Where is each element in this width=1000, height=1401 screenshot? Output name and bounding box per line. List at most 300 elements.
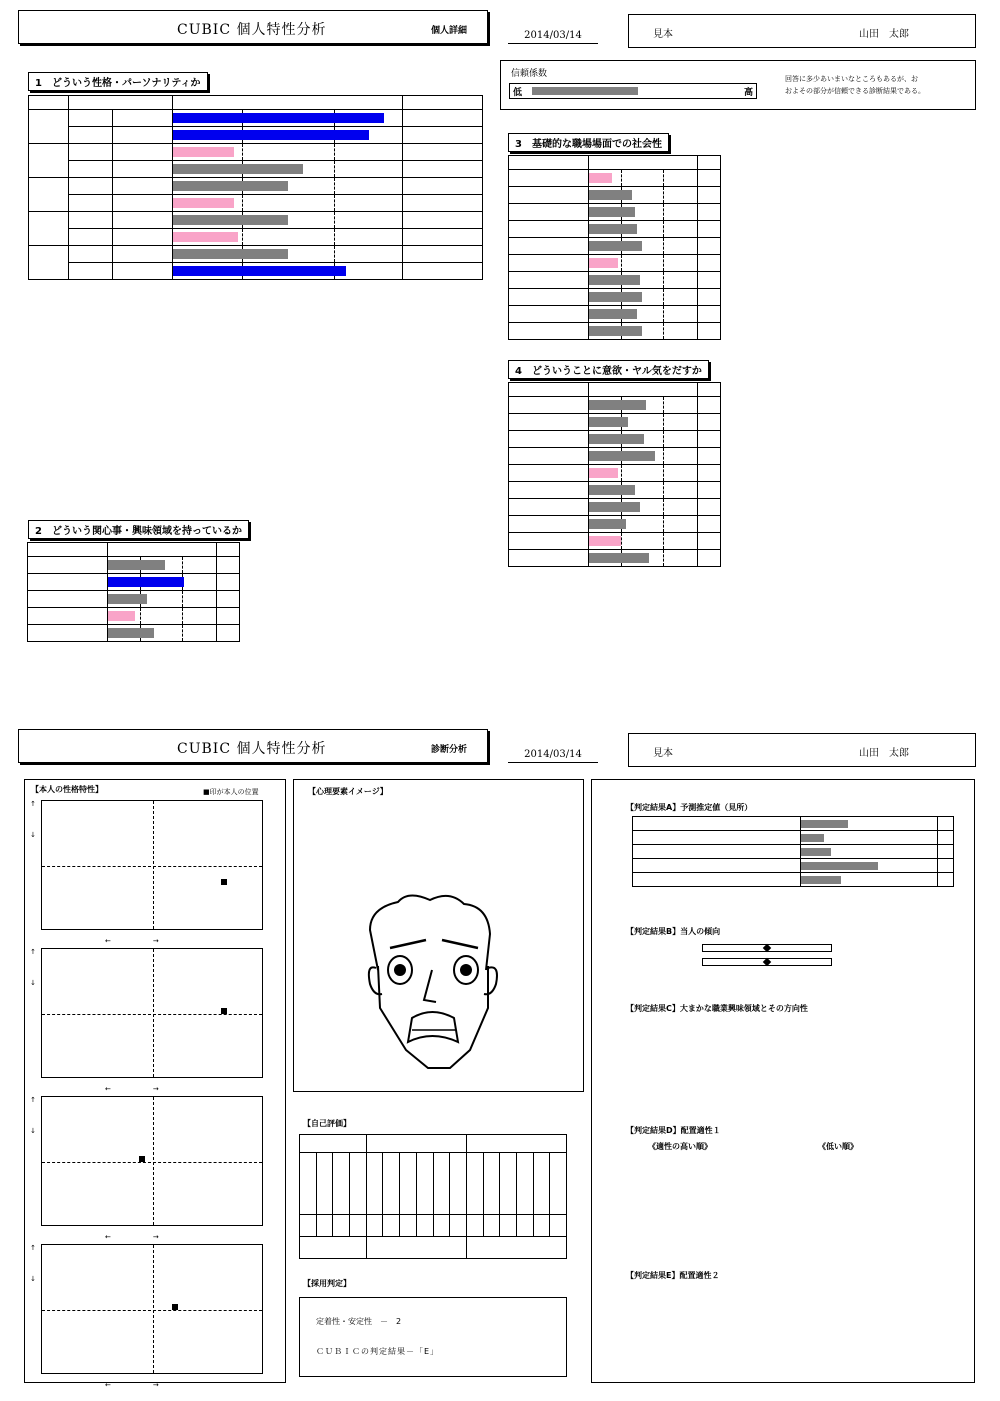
quad-vline <box>153 1097 154 1225</box>
quad-vlabel <box>28 1096 38 1136</box>
item-name <box>509 516 589 533</box>
resA-label <box>633 873 801 887</box>
eval-grade <box>516 1215 533 1237</box>
index-value <box>698 306 721 323</box>
index-value <box>217 608 240 625</box>
guide-line <box>242 195 243 211</box>
bar-cell <box>173 144 403 161</box>
index-value <box>698 448 721 465</box>
psych-panel <box>293 779 584 1092</box>
self-eval-table <box>299 1134 567 1259</box>
quad-hline <box>42 1014 262 1015</box>
sep <box>132 1381 146 1389</box>
guide-line <box>663 170 664 186</box>
resA-label <box>633 845 801 859</box>
guide-line <box>663 323 664 339</box>
up-arrow-icon: ↑ <box>30 948 36 956</box>
score-bar <box>108 628 154 638</box>
col-scale <box>173 96 403 110</box>
report-date-2: 2014/03/14 <box>508 749 598 763</box>
position-diamond <box>763 944 771 952</box>
group-header <box>300 1135 367 1153</box>
guide-line <box>182 625 183 641</box>
eval-item <box>383 1153 400 1215</box>
name-label-2: 見本 <box>653 748 673 759</box>
index-value <box>403 195 483 212</box>
guide-line <box>334 212 335 228</box>
col-index <box>698 383 721 397</box>
up-arrow-icon: ↑ <box>30 800 36 808</box>
guide-line <box>663 187 664 203</box>
eval-item <box>550 1153 567 1215</box>
table-row <box>29 127 483 144</box>
eval-item <box>450 1153 467 1215</box>
quad-hline <box>42 1310 262 1311</box>
resA-bar <box>801 862 878 870</box>
score-bar <box>173 266 346 276</box>
item-name <box>509 465 589 482</box>
face-illustration <box>350 890 520 1080</box>
quad-vlabel <box>28 1244 38 1284</box>
resA-bar <box>801 876 841 884</box>
eval-grade <box>383 1215 400 1237</box>
aspect-desc <box>113 195 173 212</box>
table-row <box>29 161 483 178</box>
eval-grade <box>333 1215 350 1237</box>
traits-legend: ■印が本人の位置 <box>203 788 259 796</box>
name-box-2 <box>628 733 976 767</box>
index-value <box>698 238 721 255</box>
bar-cell <box>108 625 217 642</box>
item-name <box>509 448 589 465</box>
table-row <box>29 178 483 195</box>
bar-cell <box>173 127 403 144</box>
eval-item <box>516 1153 533 1215</box>
resA-value <box>938 831 954 845</box>
index-value <box>698 170 721 187</box>
score-bar <box>589 326 642 336</box>
table-row <box>29 110 483 127</box>
resC-title: 【判定結果C】大まかな職業興味領域とその方向性 <box>626 1004 808 1013</box>
item-name <box>509 499 589 516</box>
trait-quadrant <box>41 800 263 930</box>
index-value <box>698 204 721 221</box>
resA-bar-cell <box>801 831 938 845</box>
score-bar <box>589 224 637 234</box>
motivation-table <box>508 382 721 567</box>
eval-grade <box>300 1215 317 1237</box>
score-bar <box>589 275 640 285</box>
resB-scale <box>702 958 832 966</box>
index-value <box>698 187 721 204</box>
table-row <box>509 465 721 482</box>
guide-line <box>182 557 183 573</box>
table-row <box>28 591 240 608</box>
right-arrow-icon: → <box>145 1085 159 1093</box>
eval-grade <box>500 1215 517 1237</box>
bar-cell <box>589 499 698 516</box>
reliability-note-1: 回答に多少あいまいなところもあるが、お <box>785 75 918 83</box>
index-value <box>698 482 721 499</box>
quad-vlabel <box>28 948 38 988</box>
resA-value <box>938 873 954 887</box>
personality-table <box>28 95 483 280</box>
table-row <box>509 170 721 187</box>
bar-cell <box>173 229 403 246</box>
item-name <box>509 431 589 448</box>
section2-title: 2 どういう関心事・興味領域を持っているか <box>28 520 249 539</box>
eval-grade <box>416 1215 433 1237</box>
score-bar <box>173 147 234 157</box>
trait-quadrant <box>41 1096 263 1226</box>
up-arrow-icon: ↑ <box>30 1244 36 1252</box>
table-row <box>28 608 240 625</box>
score-bar <box>589 468 617 478</box>
table-row <box>509 482 721 499</box>
aspect-desc <box>113 212 173 229</box>
bar-cell <box>173 212 403 229</box>
sep <box>132 937 146 945</box>
table-row <box>509 431 721 448</box>
person-name: 山田 太郎 <box>859 29 909 40</box>
table-row <box>28 625 240 642</box>
table-row <box>29 195 483 212</box>
table-row <box>28 574 240 591</box>
eval-item <box>400 1153 417 1215</box>
resA-table <box>632 816 954 887</box>
guide-line <box>663 397 664 413</box>
score-bar <box>173 164 303 174</box>
guide-line <box>621 255 622 271</box>
score-bar <box>173 232 238 242</box>
index-value <box>403 110 483 127</box>
index-value <box>403 178 483 195</box>
table-row <box>509 289 721 306</box>
bar-cell <box>589 289 698 306</box>
table-row <box>509 221 721 238</box>
eval-grade <box>483 1215 500 1237</box>
score-bar <box>589 536 621 546</box>
quad-hline <box>42 1162 262 1163</box>
table-row <box>509 238 721 255</box>
bar-cell <box>589 238 698 255</box>
score-bar <box>589 485 635 495</box>
hiring-line-1: 定着性・安定性 － 2 <box>316 1317 402 1326</box>
quad-hlabel <box>105 1380 159 1390</box>
sep <box>118 1085 132 1093</box>
guide-line <box>182 591 183 607</box>
right-arrow-icon: → <box>145 1233 159 1241</box>
bar-cell <box>589 414 698 431</box>
name-label: 見本 <box>653 29 673 40</box>
bar-cell <box>589 550 698 567</box>
resD-low-label: 《低い順》 <box>818 1142 858 1151</box>
shape-row <box>334 872 482 883</box>
col-index <box>217 543 240 557</box>
right-arrow-icon: → <box>145 1381 159 1389</box>
guide-line <box>334 144 335 160</box>
index-value <box>217 574 240 591</box>
index-value <box>217 557 240 574</box>
index-value <box>698 550 721 567</box>
score-bar <box>108 577 184 587</box>
resA-bar-cell <box>801 873 938 887</box>
traits-panel <box>24 779 286 1389</box>
table-row <box>509 255 721 272</box>
item-name <box>509 255 589 272</box>
col-type <box>29 96 69 110</box>
resB-scale <box>702 944 832 952</box>
aspect-name <box>69 127 113 144</box>
type-cell <box>29 246 69 280</box>
guide-line <box>663 306 664 322</box>
eval-item <box>500 1153 517 1215</box>
trait-quadrant <box>41 948 263 1078</box>
resB-title: 【判定結果B】当人の傾向 <box>626 927 721 936</box>
index-value <box>403 212 483 229</box>
resA-value <box>938 859 954 873</box>
guide-line <box>663 516 664 532</box>
score-bar <box>589 417 628 427</box>
eval-item <box>350 1153 367 1215</box>
bar-cell <box>589 204 698 221</box>
header-title-box <box>18 10 488 44</box>
bar-cell <box>173 195 403 212</box>
eval-item <box>300 1153 317 1215</box>
quad-vline <box>153 949 154 1077</box>
position-marker <box>172 1304 178 1310</box>
reliability-label: 信頼係数 <box>511 69 548 79</box>
position-marker <box>221 879 227 885</box>
item-name <box>28 574 108 591</box>
col-aspect <box>69 96 173 110</box>
page-title: CUBIC 個人特性分析 <box>177 22 327 38</box>
group-grade <box>366 1237 466 1259</box>
guide-line <box>334 246 335 262</box>
quad-hlabel <box>105 936 159 946</box>
index-value <box>698 272 721 289</box>
score-bar <box>589 434 644 444</box>
aspect-name <box>69 178 113 195</box>
down-arrow-icon: ↓ <box>30 1275 36 1283</box>
score-bar <box>173 130 369 140</box>
bar-cell <box>173 263 403 280</box>
aspect-name <box>69 263 113 280</box>
item-name <box>509 187 589 204</box>
eval-item <box>466 1153 483 1215</box>
aspect-name <box>69 195 113 212</box>
reliability-panel <box>500 60 976 110</box>
col-index <box>698 156 721 170</box>
index-value <box>698 323 721 340</box>
guide-line <box>663 482 664 498</box>
guide-line <box>182 608 183 624</box>
bar-cell <box>589 533 698 550</box>
aspect-desc <box>113 127 173 144</box>
eval-item <box>316 1153 333 1215</box>
col-name <box>509 156 589 170</box>
item-name <box>509 533 589 550</box>
page-title-2: CUBIC 個人特性分析 <box>177 741 327 757</box>
guide-line <box>334 178 335 194</box>
eval-grade <box>400 1215 417 1237</box>
index-value <box>403 161 483 178</box>
aspect-desc <box>113 161 173 178</box>
bar-cell <box>589 397 698 414</box>
score-bar <box>108 611 135 621</box>
table-row <box>29 144 483 161</box>
table-row <box>509 204 721 221</box>
aspect-name <box>69 144 113 161</box>
resA-bar <box>801 848 831 856</box>
index-value <box>698 465 721 482</box>
bar-cell <box>589 272 698 289</box>
guide-line <box>663 414 664 430</box>
down-arrow-icon: ↓ <box>30 1127 36 1135</box>
name-box <box>628 14 976 48</box>
sep <box>132 1233 146 1241</box>
guide-line <box>663 465 664 481</box>
score-bar <box>589 258 617 268</box>
score-bar <box>589 519 626 529</box>
sep <box>118 937 132 945</box>
item-name <box>509 414 589 431</box>
eval-item <box>433 1153 450 1215</box>
right-arrow-icon: → <box>145 937 159 945</box>
guide-line <box>663 550 664 566</box>
person-name-2: 山田 太郎 <box>859 748 909 759</box>
resA-row <box>633 859 954 873</box>
score-bar <box>589 241 642 251</box>
guide-line <box>663 448 664 464</box>
eval-item <box>416 1153 433 1215</box>
resD-title: 【判定結果D】配置適性１ <box>626 1126 721 1135</box>
eval-grade <box>450 1215 467 1237</box>
aspect-name <box>69 212 113 229</box>
table-row <box>509 397 721 414</box>
bar-cell <box>173 161 403 178</box>
item-name <box>509 238 589 255</box>
index-value <box>698 499 721 516</box>
position-marker <box>221 1008 227 1014</box>
table-row <box>509 533 721 550</box>
table-row <box>29 212 483 229</box>
resA-row <box>633 817 954 831</box>
index-value <box>217 625 240 642</box>
index-value <box>403 263 483 280</box>
quad-vline <box>153 801 154 929</box>
eval-grade <box>433 1215 450 1237</box>
index-value <box>698 533 721 550</box>
sep <box>132 1085 146 1093</box>
item-name <box>509 550 589 567</box>
item-name <box>509 170 589 187</box>
index-value <box>217 591 240 608</box>
resA-value <box>938 845 954 859</box>
guide-line <box>663 238 664 254</box>
results-panel <box>591 779 975 1383</box>
social-table <box>508 155 721 340</box>
quad-vline <box>153 1245 154 1373</box>
aspect-name <box>69 229 113 246</box>
bar-cell <box>589 306 698 323</box>
bar-cell <box>108 608 217 625</box>
guide-line <box>663 204 664 220</box>
index-value <box>698 255 721 272</box>
self-eval-title: 【自己評価】 <box>303 1119 351 1128</box>
sep <box>118 1381 132 1389</box>
reliability-bar <box>532 87 638 95</box>
shape-row <box>334 861 482 872</box>
guide-line <box>242 229 243 245</box>
bar-cell <box>173 110 403 127</box>
score-bar <box>589 190 631 200</box>
resA-bar-cell <box>801 845 938 859</box>
bar-cell <box>173 178 403 195</box>
eval-item <box>483 1153 500 1215</box>
table-row <box>509 550 721 567</box>
left-arrow-icon: ← <box>105 937 118 945</box>
aspect-name <box>69 161 113 178</box>
resA-label <box>633 859 801 873</box>
table-row <box>509 448 721 465</box>
type-cell <box>29 144 69 178</box>
up-arrow-icon: ↑ <box>30 1096 36 1104</box>
table-row <box>29 246 483 263</box>
eval-item <box>533 1153 550 1215</box>
resA-bar <box>801 820 848 828</box>
header-title-box-2 <box>18 729 488 763</box>
group-grade <box>300 1237 367 1259</box>
eval-grade <box>550 1215 567 1237</box>
col-scale <box>589 156 698 170</box>
guide-line <box>663 221 664 237</box>
traits-title: 【本人の性格特性】 <box>31 785 103 794</box>
quad-vlabel <box>28 800 38 840</box>
section4-title: 4 どういうことに意欲・ヤル気をだすか <box>508 360 709 379</box>
score-bar <box>589 292 642 302</box>
index-value <box>403 144 483 161</box>
type-cell <box>29 110 69 144</box>
guide-line <box>663 499 664 515</box>
col-name <box>509 383 589 397</box>
score-bar <box>108 560 165 570</box>
table-row <box>509 414 721 431</box>
table-row <box>509 187 721 204</box>
trait-quadrant <box>41 1244 263 1374</box>
aspect-desc <box>113 178 173 195</box>
score-bar <box>589 553 649 563</box>
score-bar <box>589 207 635 217</box>
guide-line <box>242 144 243 160</box>
index-value <box>698 221 721 238</box>
item-name <box>509 306 589 323</box>
table-row <box>29 229 483 246</box>
eval-grade <box>533 1215 550 1237</box>
item-name <box>28 557 108 574</box>
table-row <box>509 499 721 516</box>
resA-label <box>633 817 801 831</box>
bar-cell <box>589 431 698 448</box>
bar-cell <box>589 448 698 465</box>
table-row <box>509 516 721 533</box>
bar-cell <box>589 465 698 482</box>
aspect-desc <box>113 229 173 246</box>
guide-line <box>621 465 622 481</box>
score-bar <box>108 594 147 604</box>
item-name <box>509 221 589 238</box>
index-value <box>698 289 721 306</box>
